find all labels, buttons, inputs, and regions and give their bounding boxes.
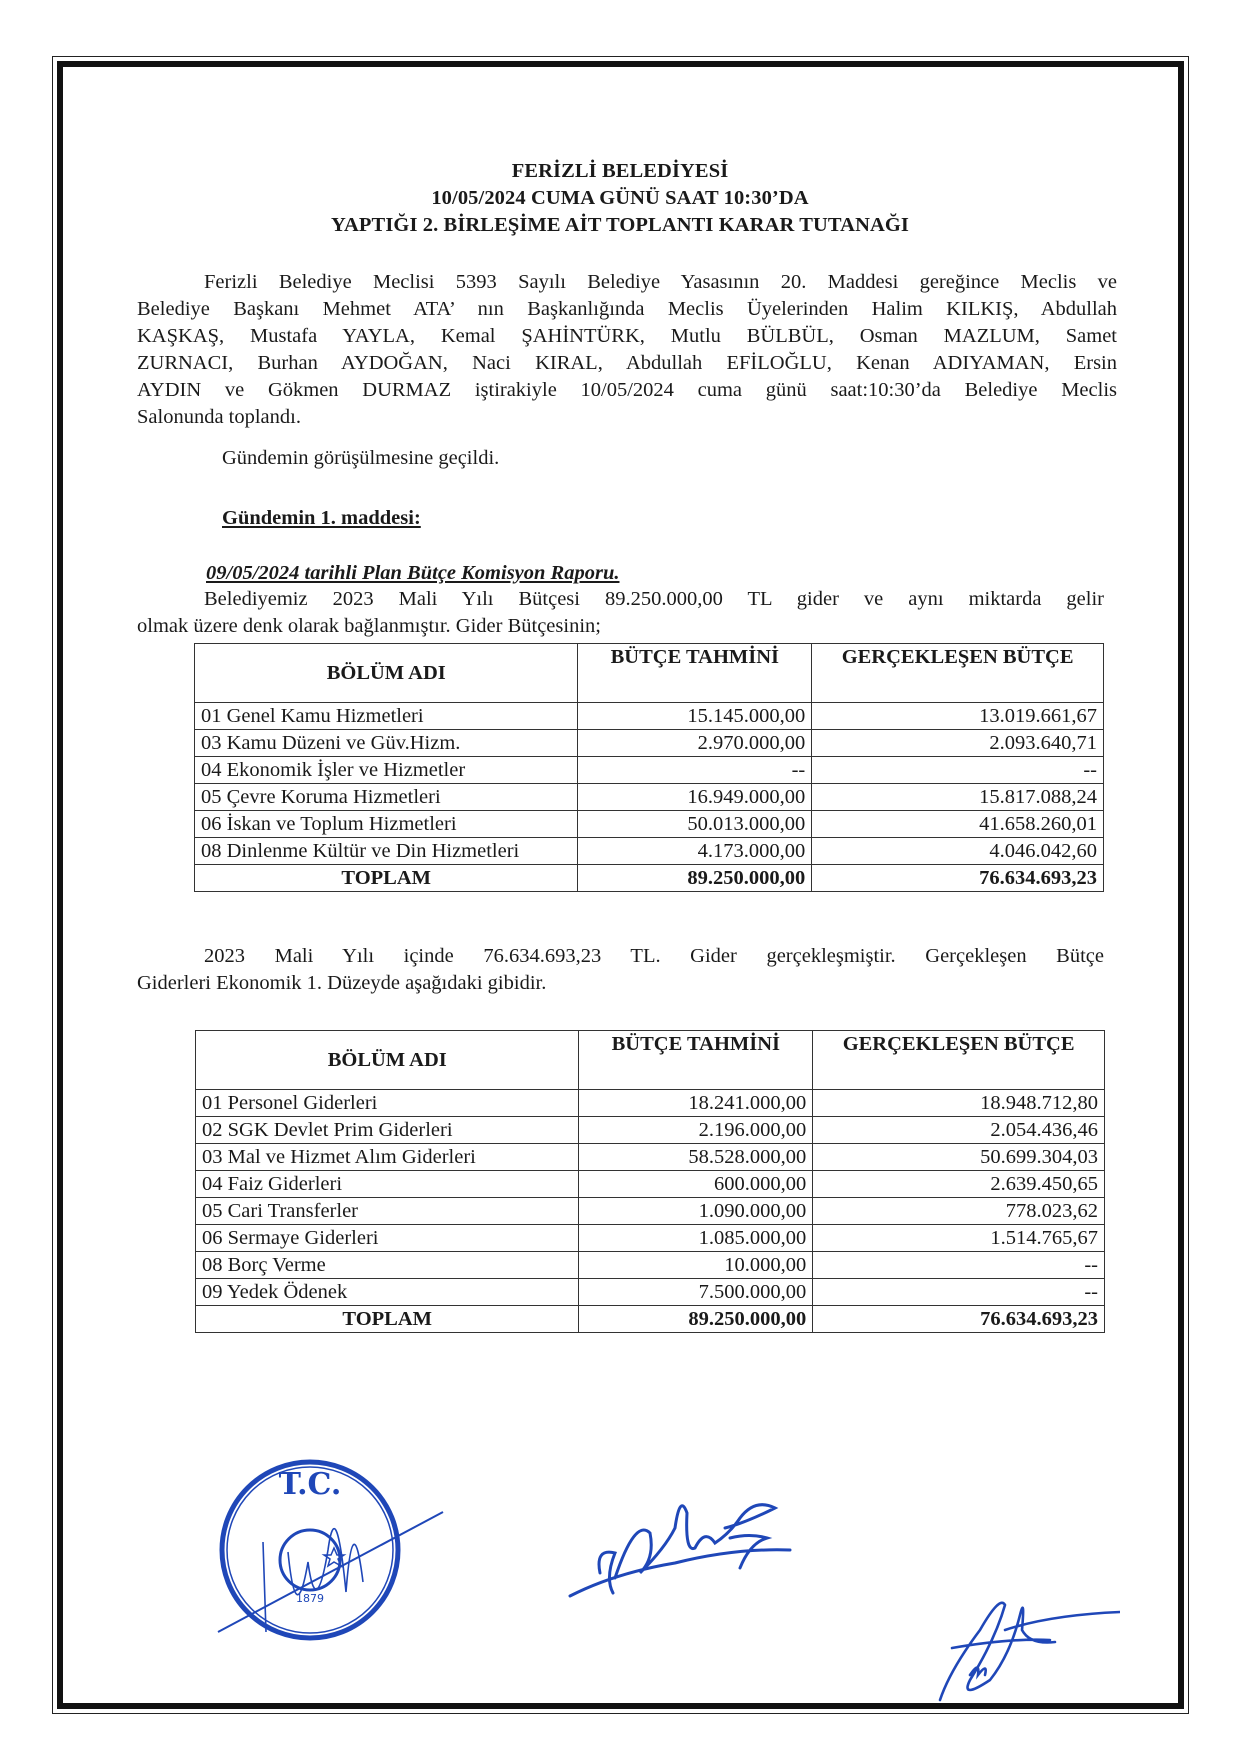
row-estimate: 1.085.000,00 xyxy=(579,1225,813,1252)
row-estimate: 600.000,00 xyxy=(579,1171,813,1198)
row-name: 01 Genel Kamu Hizmetleri xyxy=(195,703,578,730)
row-realized: 2.054.436,46 xyxy=(813,1117,1105,1144)
stamp-top-text: T.C. xyxy=(278,1467,342,1502)
text-line: Ferizli Belediye Meclisi 5393 Sayılı Belediye Yasasının 20. Maddesi gereğince Meclis ve xyxy=(204,271,1117,293)
row-name: 08 Borç Verme xyxy=(196,1252,579,1279)
table-row xyxy=(196,1171,1105,1198)
intro-paragraph xyxy=(137,269,1117,431)
column-header: GERÇEKLEŞEN BÜTÇE xyxy=(813,1031,1105,1090)
row-realized: 4.046.042,60 xyxy=(812,838,1104,865)
row-estimate: 10.000,00 xyxy=(579,1252,813,1279)
table-row xyxy=(196,1144,1105,1171)
row-name: 08 Dinlenme Kültür ve Din Hizmetleri xyxy=(195,838,578,865)
signature-stroke xyxy=(570,1505,790,1596)
text-line: 2023 Mali Yılı içinde 76.634.693,23 TL. Gider gerçekleşmiştir. Gerçekleşen Bütçe xyxy=(204,945,1104,967)
row-realized: 13.019.661,67 xyxy=(812,703,1104,730)
total-realized: 76.634.693,23 xyxy=(813,1306,1105,1333)
table-header-row xyxy=(195,644,1104,703)
row-realized: 50.699.304,03 xyxy=(813,1144,1105,1171)
text-line: Belediyemiz 2023 Mali Yılı Bütçesi 89.250.000,00 TL gider ve aynı miktarda gelir xyxy=(204,588,1104,610)
row-name: 01 Personel Giderleri xyxy=(196,1090,579,1117)
table-row xyxy=(195,811,1104,838)
agenda-transition: Gündemin görüşülmesine geçildi. xyxy=(222,447,500,469)
table-total-row xyxy=(196,1306,1105,1333)
table-row xyxy=(195,757,1104,784)
row-estimate: 2.196.000,00 xyxy=(579,1117,813,1144)
total-realized: 76.634.693,23 xyxy=(812,865,1104,892)
official-stamp xyxy=(188,1432,458,1642)
row-realized: 778.023,62 xyxy=(813,1198,1105,1225)
column-header: GERÇEKLEŞEN BÜTÇE xyxy=(812,644,1104,703)
row-realized: 15.817.088,24 xyxy=(812,784,1104,811)
text-line: ZURNACI, Burhan AYDOĞAN, Naci KIRAL, Abdullah EFİLOĞLU, Kenan ADIYAMAN, Ersin xyxy=(137,352,1117,374)
row-estimate: 1.090.000,00 xyxy=(579,1198,813,1225)
row-name: 04 Ekonomik İşler ve Hizmetler xyxy=(195,757,578,784)
table-row xyxy=(196,1198,1105,1225)
row-name: 02 SGK Devlet Prim Giderleri xyxy=(196,1117,579,1144)
total-estimate: 89.250.000,00 xyxy=(579,1306,813,1333)
budget-paragraph xyxy=(137,586,1104,640)
signature-chair xyxy=(555,1478,795,1598)
row-realized: 1.514.765,67 xyxy=(813,1225,1105,1252)
column-header: BÖLÜM ADI xyxy=(196,1031,579,1090)
text-line: Salonunda toplandı. xyxy=(137,406,301,428)
economic-budget-table xyxy=(195,1030,1105,1333)
row-realized: 18.948.712,80 xyxy=(813,1090,1105,1117)
row-name: 03 Kamu Düzeni ve Güv.Hizm. xyxy=(195,730,578,757)
row-estimate: 2.970.000,00 xyxy=(578,730,812,757)
row-name: 05 Çevre Koruma Hizmetleri xyxy=(195,784,578,811)
row-estimate: 7.500.000,00 xyxy=(579,1279,813,1306)
table-row xyxy=(196,1225,1105,1252)
row-name: 06 Sermaye Giderleri xyxy=(196,1225,579,1252)
row-realized: 41.658.260,01 xyxy=(812,811,1104,838)
table-row xyxy=(196,1117,1105,1144)
text-line: olmak üzere denk olarak bağlanmıştır. Gider Bütçesinin; xyxy=(137,615,601,637)
table-row xyxy=(195,730,1104,757)
row-realized: -- xyxy=(813,1279,1105,1306)
row-name: 06 İskan ve Toplum Hizmetleri xyxy=(195,811,578,838)
realized-paragraph xyxy=(137,943,1104,997)
signature-clerk xyxy=(930,1580,1120,1705)
row-estimate: -- xyxy=(578,757,812,784)
column-header: BÖLÜM ADI xyxy=(195,644,578,703)
document-title xyxy=(0,158,1240,239)
row-realized: 2.093.640,71 xyxy=(812,730,1104,757)
row-estimate: 58.528.000,00 xyxy=(579,1144,813,1171)
text-line: Belediye Başkanı Mehmet ATA’ nın Başkanlığında Meclis Üyelerinden Halim KILKIŞ, Abdullah xyxy=(137,298,1117,320)
stamp-signature-stroke xyxy=(218,1512,443,1632)
agenda-item-heading: Gündemin 1. maddesi: xyxy=(222,507,421,529)
table-header-row xyxy=(196,1031,1105,1090)
row-name: 05 Cari Transferler xyxy=(196,1198,579,1225)
table-row xyxy=(195,784,1104,811)
signature-stroke xyxy=(940,1603,1120,1700)
row-estimate: 15.145.000,00 xyxy=(578,703,812,730)
row-name: 03 Mal ve Hizmet Alım Giderleri xyxy=(196,1144,579,1171)
column-header: BÜTÇE TAHMİNİ xyxy=(578,644,812,703)
row-name: 04 Faiz Giderleri xyxy=(196,1171,579,1198)
column-header: BÜTÇE TAHMİNİ xyxy=(579,1031,813,1090)
title-line: YAPTIĞI 2. BİRLEŞİME AİT TOPLANTI KARAR TUTANAĞI xyxy=(331,214,909,236)
stamp-year: 1879 xyxy=(296,1592,324,1605)
table-total-row xyxy=(195,865,1104,892)
text-line: KAŞKAŞ, Mustafa YAYLA, Kemal ŞAHİNTÜRK, Mutlu BÜLBÜL, Osman MAZLUM, Samet xyxy=(137,325,1117,347)
table-row xyxy=(195,703,1104,730)
title-line: FERİZLİ BELEDİYESİ xyxy=(511,160,729,182)
table-row xyxy=(195,838,1104,865)
functional-budget-table xyxy=(194,643,1104,892)
total-estimate: 89.250.000,00 xyxy=(578,865,812,892)
total-label: TOPLAM xyxy=(196,1306,579,1333)
row-realized: -- xyxy=(812,757,1104,784)
total-label: TOPLAM xyxy=(195,865,578,892)
table-row xyxy=(196,1090,1105,1117)
row-estimate: 18.241.000,00 xyxy=(579,1090,813,1117)
text-line: Giderleri Ekonomik 1. Düzeyde aşağıdaki gibidir. xyxy=(137,972,547,994)
row-estimate: 4.173.000,00 xyxy=(578,838,812,865)
row-estimate: 16.949.000,00 xyxy=(578,784,812,811)
row-realized: -- xyxy=(813,1252,1105,1279)
table-row xyxy=(196,1252,1105,1279)
report-heading: 09/05/2024 tarihli Plan Bütçe Komisyon Raporu. xyxy=(206,562,620,584)
row-estimate: 50.013.000,00 xyxy=(578,811,812,838)
text-line: AYDIN ve Gökmen DURMAZ iştirakiyle 10/05/2024 cuma günü saat:10:30’da Belediye Meclis xyxy=(137,379,1117,401)
table-row xyxy=(196,1279,1105,1306)
title-line: 10/05/2024 CUMA GÜNÜ SAAT 10:30’DA xyxy=(431,187,809,209)
row-name: 09 Yedek Ödenek xyxy=(196,1279,579,1306)
row-realized: 2.639.450,65 xyxy=(813,1171,1105,1198)
